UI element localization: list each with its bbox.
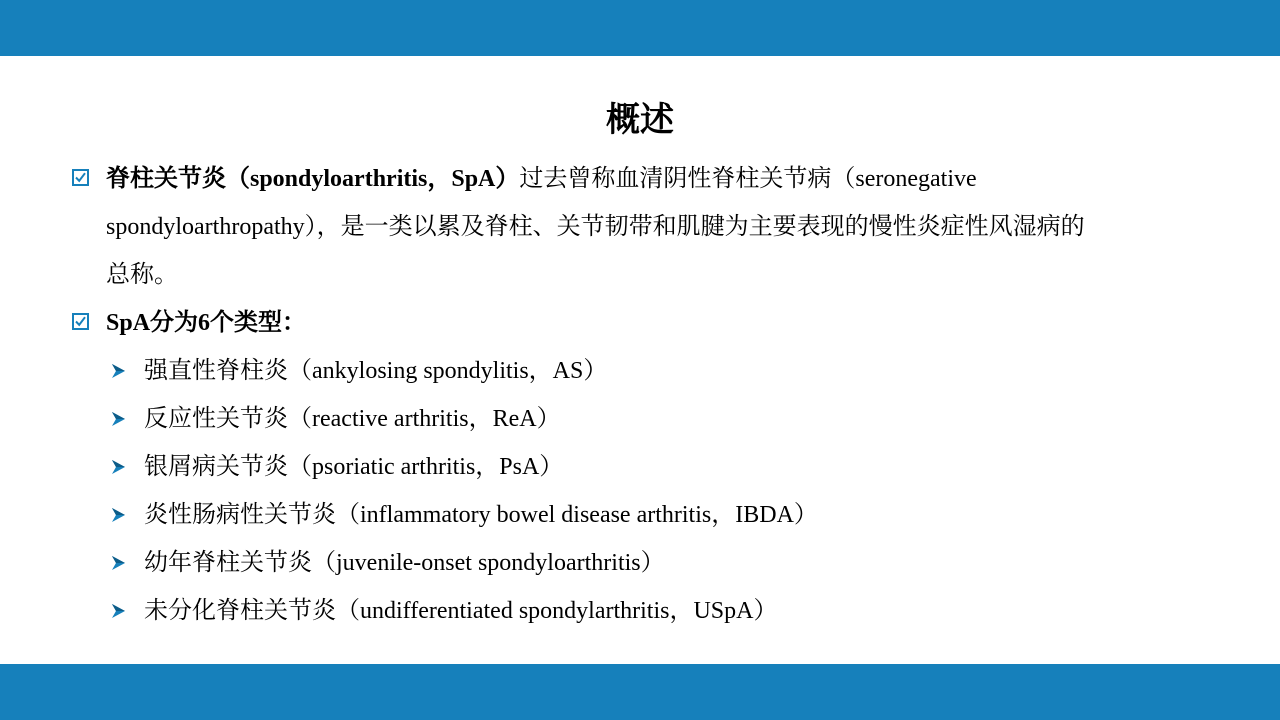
intro-text-line3: 总称。 bbox=[106, 262, 178, 288]
list-item bbox=[72, 587, 1222, 635]
arrow-bullet-icon bbox=[110, 363, 126, 379]
bottom-banner bbox=[0, 664, 1280, 720]
list-item bbox=[72, 491, 1222, 539]
list-item bbox=[72, 539, 1222, 587]
types-heading bbox=[72, 299, 1222, 347]
arrow-bullet-icon bbox=[110, 459, 126, 475]
types-list bbox=[72, 347, 1222, 635]
checkbox-checked-icon bbox=[72, 313, 89, 330]
arrow-bullet-icon bbox=[110, 411, 126, 427]
type-label: 反应性关节炎（reactive arthritis，ReA） bbox=[144, 406, 561, 432]
list-item bbox=[72, 395, 1222, 443]
intro-term: 脊柱关节炎（spondyloarthritis，SpA） bbox=[106, 166, 520, 192]
arrow-bullet-icon bbox=[110, 603, 126, 619]
checkbox-checked-icon bbox=[72, 169, 89, 186]
arrow-bullet-icon bbox=[110, 555, 126, 571]
top-banner bbox=[0, 0, 1280, 56]
intro-paragraph bbox=[72, 155, 1222, 299]
intro-text-line2: spondyloarthropathy），是一类以累及脊柱、关节韧带和肌腱为主要表现的慢性炎症性风湿病的 bbox=[106, 214, 1085, 240]
intro-text-line1: 过去曾称血清阴性脊柱关节病（seronegative bbox=[519, 166, 977, 192]
list-item bbox=[72, 443, 1222, 491]
type-label: 银屑病关节炎（psoriatic arthritis，PsA） bbox=[144, 454, 564, 480]
type-label: 未分化脊柱关节炎（undifferentiated spondylarthritis，USpA） bbox=[144, 598, 778, 624]
page-title: 概述 bbox=[606, 100, 674, 140]
types-heading-text: SpA分为6个类型： bbox=[106, 310, 307, 336]
arrow-bullet-icon bbox=[110, 507, 126, 523]
type-label: 幼年脊柱关节炎（juvenile-onset spondyloarthritis） bbox=[144, 550, 665, 576]
list-item bbox=[72, 347, 1222, 395]
type-label: 炎性肠病性关节炎（inflammatory bowel disease arthritis，IBDA） bbox=[144, 502, 818, 528]
type-label: 强直性脊柱炎（ankylosing spondylitis，AS） bbox=[144, 358, 608, 384]
slide-content bbox=[72, 155, 1222, 635]
